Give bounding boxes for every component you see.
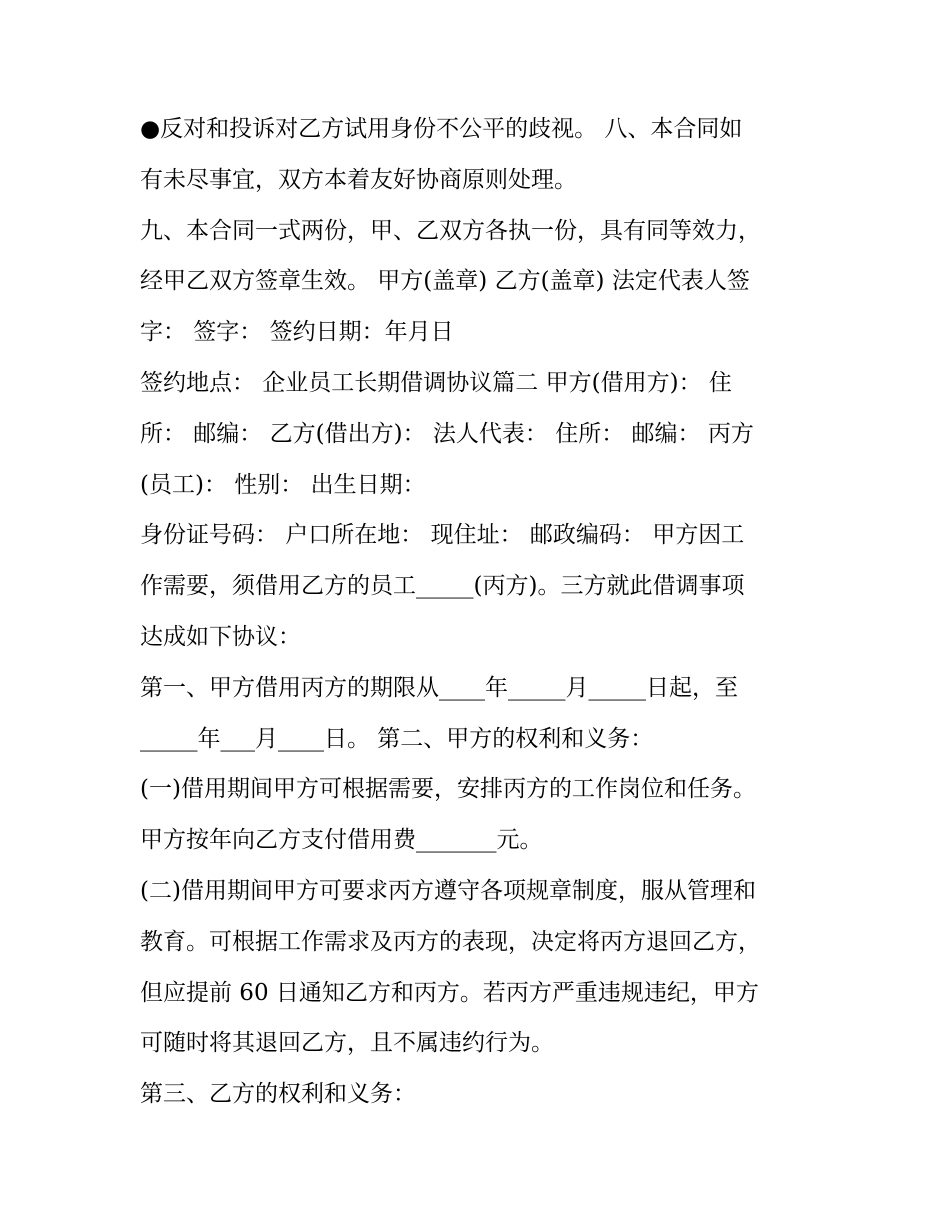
text-line: 但应提前 60 日通知乙方和丙方。若丙方严重违规违纪，甲方 (140, 979, 759, 1006)
text-line: (二)借用期间甲方可要求丙方遵守各项规章制度，服从管理和 (140, 877, 756, 904)
text-line: (员工)： 性别： 出生日期： (140, 471, 426, 498)
text-line: 教育。可根据工作需求及丙方的表现，决定将丙方退回乙方， (140, 928, 761, 955)
text-line: 第一、甲方借用丙方的期限从____年_____月_____日起，至 (140, 674, 738, 701)
text-line: 经甲乙双方签章生效。 甲方(盖章) 乙方(盖章) 法定代表人签 (140, 268, 750, 295)
paragraph-term-clause (140, 663, 810, 765)
text-line: 有未尽事宜，双方本着友好协商原则处理。 (140, 166, 577, 193)
text-line: 九、本合同一式两份，甲、乙双方各执一份，具有同等效力， (140, 217, 761, 244)
text-line: (一)借用期间甲方可根据需要，安排丙方的工作岗位和任务。 (140, 776, 756, 803)
paragraph-party-b-heading (140, 1069, 810, 1120)
paragraph-objection-clause (140, 104, 810, 206)
text-line: 签约地点： 企业员工长期借调协议篇二 甲方(借用方)： 住 (140, 369, 732, 396)
paragraph-party-a-rights-2 (140, 866, 810, 1069)
text-line: 可随时将其退回乙方，且不属违约行为。 (140, 1030, 554, 1057)
text-line: ●反对和投诉对乙方试用身份不公平的歧视。 八、本合同如 (140, 116, 743, 142)
paragraph-parties-info (140, 358, 810, 510)
text-line: 身份证号码： 户口所在地： 现住址： 邮政编码： 甲方因工 (140, 522, 745, 549)
text-line: 作需要，须借用乙方的员工_____(丙方)。三方就此借调事项 (140, 573, 745, 600)
text-line: _____年___月____日。 第二、甲方的权利和义务： (140, 725, 654, 752)
paragraph-party-a-rights-1 (140, 764, 810, 866)
text-line: 所： 邮编： 乙方(借出方)： 法人代表： 住所： 邮编： 丙方 (140, 420, 754, 447)
text-line: 甲方按年向乙方支付借用费_______元。 (140, 827, 543, 854)
text-line: 第三、乙方的权利和义务： (140, 1081, 416, 1108)
text-line: 达成如下协议： (140, 623, 301, 650)
text-line: 字： 签字： 签约日期：年月日 (140, 319, 454, 346)
paragraph-signature-clause (140, 206, 810, 358)
document-body (140, 104, 810, 1120)
paragraph-employee-info (140, 510, 810, 662)
